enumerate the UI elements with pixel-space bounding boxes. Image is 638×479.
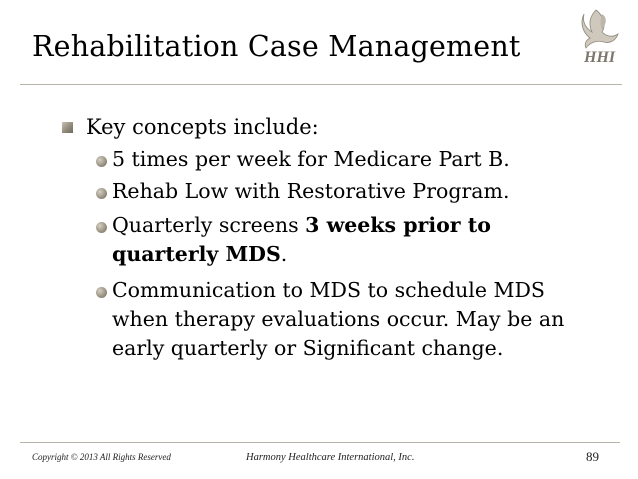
bullet-4 [112,276,564,363]
bullet-2 [112,177,509,206]
bullet-line: when therapy evaluations occur. May be an [112,307,565,331]
bullet-line: early quarterly or Significant change. [112,336,504,360]
footer-company: Harmony Healthcare International, Inc. [246,452,415,463]
title-rule [20,84,622,85]
slide-title: Rehabilitation Case Management [32,30,521,63]
footer-copyright: Copyright © 2013 All Rights Reserved [32,452,171,462]
bullet-line: quarterly MDS. [112,242,288,266]
round-bullet-icon [96,287,107,298]
bullet-line: Communication to MDS to schedule MDS [112,278,545,302]
bullet-line: Rehab Low with Restorative Program. [112,179,510,203]
round-bullet-icon [96,156,107,167]
level1-text: Key concepts include: [86,115,319,139]
logo-text: HHI [584,49,616,66]
bullet-line: 5 times per week for Medicare Part B. [112,147,510,171]
bullet-line: Quarterly screens 3 weeks prior to [112,213,491,237]
page-number: 89 [586,449,599,464]
round-bullet-icon [96,188,107,199]
round-bullet-icon [96,222,107,233]
dove-logo-icon [576,6,622,68]
bullet-1 [112,145,510,174]
footer-rule [20,442,620,443]
square-bullet-icon [62,122,73,133]
bullet-3 [112,211,491,269]
